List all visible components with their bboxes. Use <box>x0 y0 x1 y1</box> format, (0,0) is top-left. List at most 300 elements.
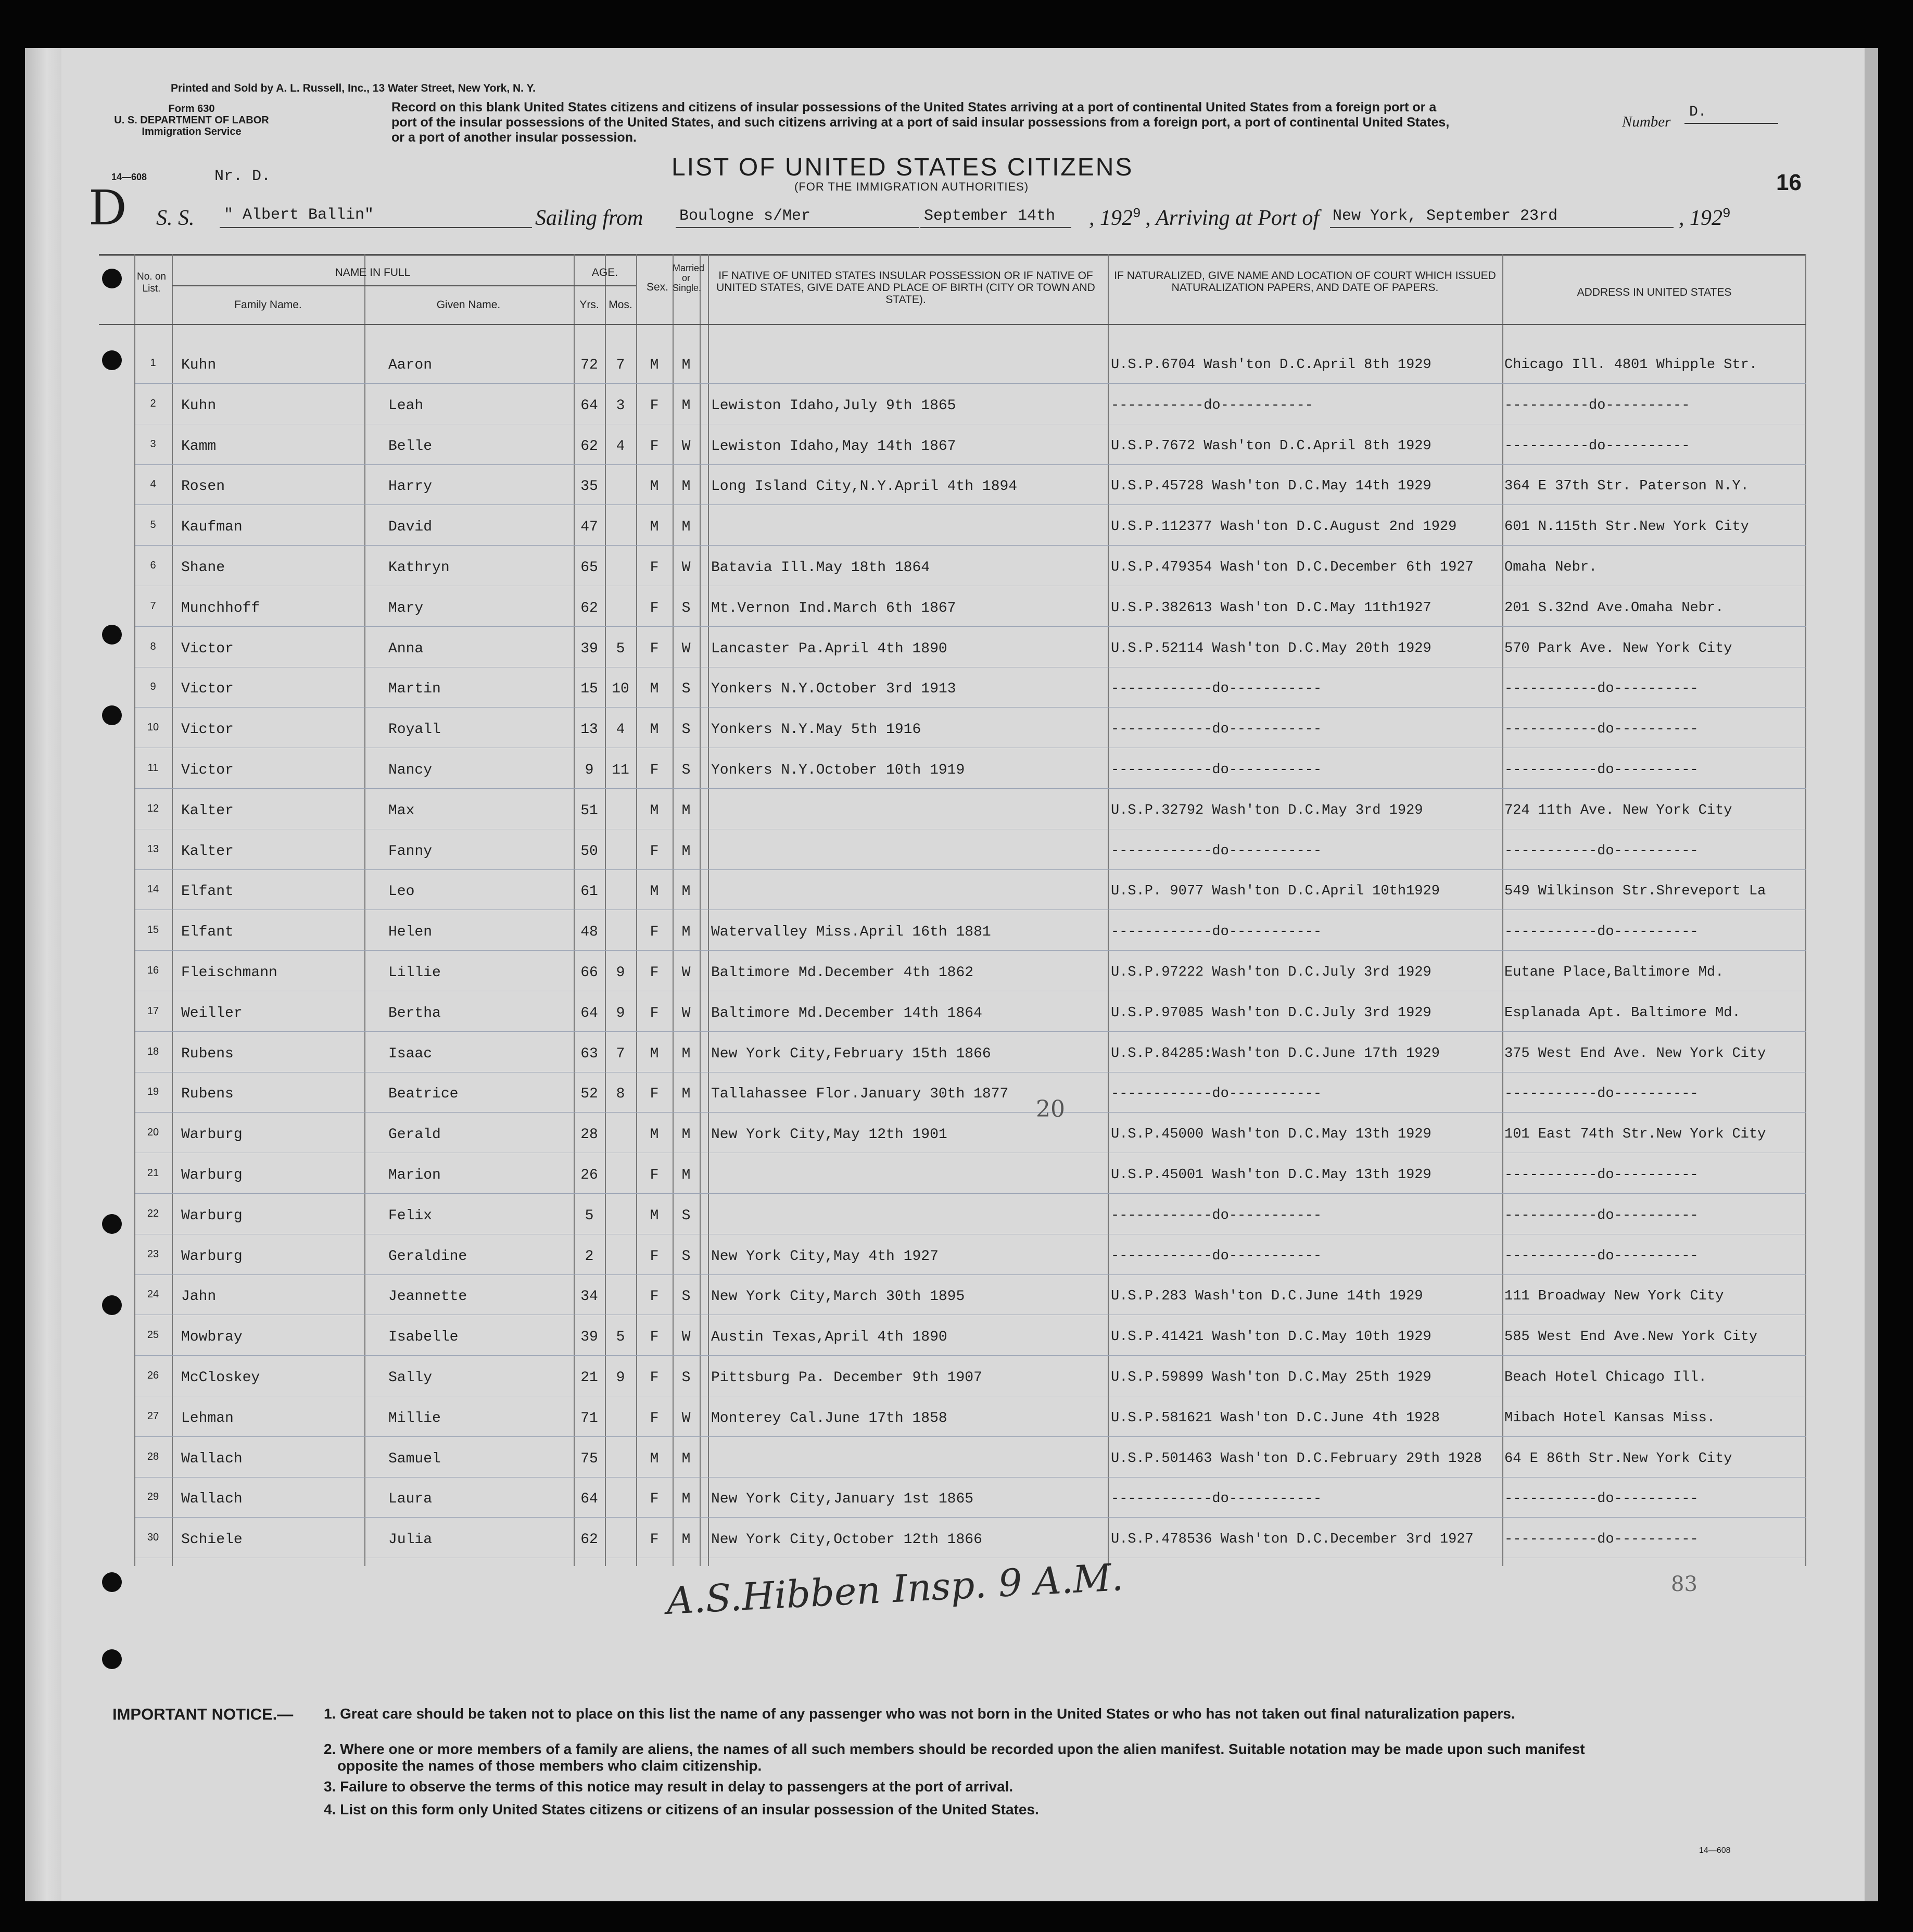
cell-no: 26 <box>147 1370 159 1381</box>
cell-addr: 375 West End Ave. New York City <box>1504 1045 1766 1062</box>
cell-yrs: 64 <box>580 1005 598 1021</box>
cell-birth: Monterey Cal.June 17th 1858 <box>711 1410 947 1426</box>
cell-addr: -----------do---------- <box>1504 1086 1699 1102</box>
cell-ms: M <box>681 519 691 536</box>
cell-ms: S <box>681 1289 691 1305</box>
cell-given: Leo <box>388 883 415 900</box>
cell-given: Mary <box>388 600 424 616</box>
cell-addr: Beach Hotel Chicago Ill. <box>1504 1370 1707 1385</box>
cell-yrs: 64 <box>580 397 598 414</box>
col-birth: IF NATIVE OF UNITED STATES INSULAR POSSESSION OR IF NATIVE OF UNITED STATES, GIVE DATE AND PLACE OF BIRTH (CITY OR TOWN AND STATE). <box>716 270 1095 306</box>
cell-family: Shane <box>181 560 225 576</box>
col-given-name: Given Name. <box>436 299 501 311</box>
cell-given: Fanny <box>388 843 433 860</box>
cell-no: 28 <box>147 1450 159 1462</box>
cell-no: 3 <box>150 438 156 450</box>
cell-addr: -----------do---------- <box>1504 924 1699 940</box>
cell-ms: M <box>681 1532 691 1548</box>
cell-addr: 64 E 86th Str.New York City <box>1504 1450 1732 1467</box>
cell-nat: U.S.P.45000 Wash'ton D.C.May 13th 1929 <box>1111 1127 1431 1143</box>
record-text-line: port of the insular possessions of the United States, and such citizens arriving at a port of said insular possessions from a foreign port, a port of continental United States, <box>391 115 1450 130</box>
cell-yrs: 2 <box>585 1248 594 1265</box>
cell-addr: 549 Wilkinson Str.Shreveport La <box>1504 883 1766 900</box>
cell-no: 15 <box>147 924 159 936</box>
col-yrs: Yrs. <box>579 299 599 311</box>
cell-family: Warburg <box>181 1127 243 1143</box>
cell-nat: ------------do----------- <box>1111 681 1322 697</box>
record-text-line: or a port of another insular possession. <box>391 130 637 145</box>
cell-no: 5 <box>150 519 156 531</box>
form-number: Form 630 <box>168 103 215 115</box>
cell-nat: ------------do----------- <box>1111 1491 1322 1507</box>
cell-no: 25 <box>147 1329 159 1341</box>
name-header-rule <box>172 285 574 286</box>
col-address: ADDRESS IN UNITED STATES <box>1577 286 1732 298</box>
record-text-line: Record on this blank United States citizens and citizens of insular possessions of the United States arriving at a port of continental United States from a foreign port or a <box>391 100 1437 115</box>
cell-ms: S <box>681 1207 691 1224</box>
cell-no: 22 <box>147 1207 159 1219</box>
year-digit: 9 <box>1722 206 1731 221</box>
cell-addr: -----------do---------- <box>1504 722 1699 738</box>
row-rule <box>135 788 1806 789</box>
cell-sex: M <box>650 802 659 819</box>
ship-underline <box>220 227 532 228</box>
cell-birth: Baltimore Md.December 4th 1862 <box>711 965 974 981</box>
ss-label: S. S. <box>156 206 195 230</box>
cell-mos: 9 <box>616 965 625 981</box>
year-prefix: , 192 <box>1089 206 1133 230</box>
cell-birth: Austin Texas,April 4th 1890 <box>711 1329 947 1346</box>
cell-sex: M <box>650 1127 659 1143</box>
cell-nat: U.S.P.7672 Wash'ton D.C.April 8th 1929 <box>1111 438 1431 454</box>
cell-given: Beatrice <box>388 1086 459 1103</box>
row-rule <box>135 950 1806 951</box>
cell-addr: Omaha Nebr. <box>1504 560 1598 575</box>
cell-birth: Long Island City,N.Y.April 4th 1894 <box>711 478 1018 495</box>
sailing-label: Sailing from <box>535 206 643 230</box>
cell-given: Jeannette <box>388 1289 467 1305</box>
age-header-rule <box>574 285 636 286</box>
col-sex: Sex. <box>646 281 669 293</box>
cell-no: 14 <box>147 883 159 895</box>
cell-nat: U.S.P.97222 Wash'ton D.C.July 3rd 1929 <box>1111 965 1431 980</box>
cell-mos: 7 <box>616 357 625 373</box>
cell-no: 17 <box>147 1005 159 1017</box>
cell-birth: Pittsburg Pa. December 9th 1907 <box>711 1370 982 1386</box>
cell-no: 1 <box>150 357 156 369</box>
service: Immigration Service <box>142 126 242 137</box>
cell-sex: M <box>650 478 659 495</box>
notice-title: IMPORTANT NOTICE.— <box>112 1705 294 1723</box>
handwritten-d: D <box>88 180 127 236</box>
cell-yrs: 15 <box>580 681 598 698</box>
col-family-name: Family Name. <box>234 299 302 311</box>
cell-nat: -----------do----------- <box>1111 397 1313 413</box>
cell-sex: F <box>650 965 659 981</box>
record-instructions <box>391 100 1557 145</box>
cell-sex: M <box>650 519 659 536</box>
cell-addr: -----------do---------- <box>1504 1248 1699 1264</box>
cell-given: Sally <box>388 1370 433 1386</box>
cell-ms: W <box>681 1005 691 1021</box>
cell-no: 29 <box>147 1491 159 1503</box>
cell-addr: 585 West End Ave.New York City <box>1504 1329 1758 1345</box>
punch-hole <box>102 1649 122 1669</box>
cell-family: Wallach <box>181 1491 243 1508</box>
cell-sex: M <box>650 1045 659 1062</box>
cell-family: Fleischmann <box>181 965 277 981</box>
cell-birth: Yonkers N.Y.October 3rd 1913 <box>711 681 956 698</box>
cell-family: Kuhn <box>181 357 217 373</box>
cell-yrs: 52 <box>580 1086 598 1103</box>
cell-family: Elfant <box>181 883 234 900</box>
cell-given: Isabelle <box>388 1329 459 1346</box>
cell-sex: F <box>650 1329 659 1346</box>
row-rule <box>135 1517 1806 1518</box>
cell-yrs: 39 <box>580 1329 598 1346</box>
cell-ms: M <box>681 1086 691 1103</box>
cell-sex: F <box>650 1167 659 1183</box>
cell-yrs: 71 <box>580 1410 598 1426</box>
cell-no: 10 <box>147 722 159 734</box>
cell-ms: M <box>681 478 691 495</box>
cell-sex: F <box>650 560 659 576</box>
cell-nat: ------------do----------- <box>1111 762 1322 778</box>
cell-birth: New York City,January 1st 1865 <box>711 1491 974 1508</box>
cell-sex: F <box>650 1289 659 1305</box>
cell-sex: F <box>650 640 659 657</box>
cell-no: 16 <box>147 965 159 976</box>
cell-no: 2 <box>150 397 156 409</box>
cell-ms: S <box>681 681 691 698</box>
cell-family: Victor <box>181 762 234 778</box>
cell-sex: F <box>650 924 659 941</box>
cell-sex: F <box>650 438 659 454</box>
form-code: 14—608 <box>1699 1846 1731 1855</box>
row-rule <box>135 1436 1806 1437</box>
cell-given: Martin <box>388 681 441 698</box>
cell-ms: M <box>681 1491 691 1508</box>
cell-given: Aaron <box>388 357 433 373</box>
cell-addr: 111 Broadway New York City <box>1504 1289 1724 1305</box>
cell-nat: ------------do----------- <box>1111 1248 1322 1264</box>
page-subtitle: (FOR THE IMMIGRATION AUTHORITIES) <box>794 180 1029 193</box>
cell-ms: S <box>681 722 691 738</box>
cell-family: Kalter <box>181 843 234 860</box>
arrival-underline <box>1330 227 1674 228</box>
col-no: No. on List. <box>137 271 166 294</box>
cell-mos: 3 <box>616 397 625 414</box>
col-age: AGE. <box>591 267 618 279</box>
notice-item-1: 1. Great care should be taken not to place on this list the name of any passenger who was not born in the United States or who has not taken out final naturalization papers. <box>324 1706 1515 1722</box>
cell-sex: F <box>650 1370 659 1386</box>
ref-code: 14—608 <box>111 172 147 182</box>
cell-yrs: 26 <box>580 1167 598 1183</box>
cell-given: Max <box>388 802 415 819</box>
cell-birth: Baltimore Md.December 14th 1864 <box>711 1005 982 1021</box>
cell-birth: Mt.Vernon Ind.March 6th 1867 <box>711 600 956 616</box>
cell-family: Wallach <box>181 1450 243 1467</box>
cell-ms: W <box>681 640 691 657</box>
col-married: Married or Single. <box>673 263 705 293</box>
row-rule <box>135 464 1806 465</box>
cell-nat: U.S.P.97085 Wash'ton D.C.July 3rd 1929 <box>1111 1005 1431 1021</box>
cell-birth: New York City,May 12th 1901 <box>711 1127 947 1143</box>
cell-ms: S <box>681 762 691 778</box>
cell-birth: New York City,May 4th 1927 <box>711 1248 939 1265</box>
cell-family: Rubens <box>181 1086 234 1103</box>
cell-no: 21 <box>147 1167 159 1179</box>
cell-yrs: 66 <box>580 965 598 981</box>
cell-given: Lillie <box>388 965 441 981</box>
row-rule <box>135 626 1806 627</box>
cell-sex: F <box>650 600 659 616</box>
cell-yrs: 28 <box>580 1127 598 1143</box>
cell-given: Geraldine <box>388 1248 467 1265</box>
cell-no: 7 <box>150 600 156 612</box>
cell-birth: Watervalley Miss.April 16th 1881 <box>711 924 991 941</box>
cell-no: 11 <box>147 762 159 774</box>
cell-addr: -----------do---------- <box>1504 762 1699 778</box>
row-rule <box>135 869 1806 870</box>
cell-given: Julia <box>388 1532 433 1548</box>
cell-sex: M <box>650 1450 659 1467</box>
cell-addr: -----------do---------- <box>1504 1167 1699 1183</box>
cell-family: Victor <box>181 722 234 738</box>
cell-nat: ------------do----------- <box>1111 924 1322 940</box>
margin-note: 83 <box>1671 1572 1697 1596</box>
cell-given: Nancy <box>388 762 433 778</box>
cell-yrs: 65 <box>580 560 598 576</box>
cell-sex: F <box>650 843 659 860</box>
cell-family: Warburg <box>181 1207 243 1224</box>
row-rule <box>135 545 1806 546</box>
cell-yrs: 64 <box>580 1491 598 1508</box>
cell-family: Rosen <box>181 478 225 495</box>
cell-given: Helen <box>388 924 433 941</box>
cell-given: Laura <box>388 1491 433 1508</box>
cell-addr: 201 S.32nd Ave.Omaha Nebr. <box>1504 600 1724 616</box>
cell-mos: 10 <box>612 681 629 698</box>
cell-mos: 9 <box>616 1370 625 1386</box>
cell-yrs: 62 <box>580 438 598 454</box>
cell-ms: M <box>681 1127 691 1143</box>
inspector-signature: A.S.Hibben Insp. 9 A.M. <box>665 1555 1124 1623</box>
cell-addr: -----------do---------- <box>1504 681 1699 697</box>
row-rule <box>135 1193 1806 1194</box>
cell-ms: W <box>681 965 691 981</box>
cell-no: 23 <box>147 1248 159 1260</box>
cell-no: 20 <box>147 1127 159 1139</box>
cell-ms: S <box>681 1370 691 1386</box>
cell-yrs: 50 <box>580 843 598 860</box>
cell-nat: U.S.P.581621 Wash'ton D.C.June 4th 1928 <box>1111 1410 1440 1426</box>
cell-birth: New York City,February 15th 1866 <box>711 1045 991 1062</box>
cell-nat: U.S.P. 9077 Wash'ton D.C.April 10th1929 <box>1111 883 1440 900</box>
cell-yrs: 47 <box>580 519 598 536</box>
cell-given: Isaac <box>388 1045 433 1062</box>
cell-sex: F <box>650 1086 659 1103</box>
cell-family: Weiller <box>181 1005 243 1021</box>
cell-addr: 364 E 37th Str. Paterson N.Y. <box>1504 478 1749 495</box>
cell-given: Belle <box>388 438 433 454</box>
cell-yrs: 61 <box>580 883 598 900</box>
cell-nat: U.S.P.112377 Wash'ton D.C.August 2nd 1929 <box>1111 519 1457 535</box>
header-bottom-rule <box>99 324 1806 325</box>
cell-ms: M <box>681 883 691 900</box>
notice-item-2: 2. Where one or more members of a family are aliens, the names of all such members should be recorded upon the alien manifest. Suitable notation may be made upon such manifest <box>324 1741 1585 1757</box>
cell-nat: ------------do----------- <box>1111 1086 1322 1102</box>
arriving-label: , Arriving at Port of <box>1145 206 1320 230</box>
cell-ms: S <box>681 600 691 616</box>
cell-given: Harry <box>388 478 433 495</box>
cell-family: Warburg <box>181 1167 243 1183</box>
cell-ms: M <box>681 924 691 941</box>
cell-nat: ------------do----------- <box>1111 1207 1322 1223</box>
cell-given: Anna <box>388 640 424 657</box>
cell-family: Lehman <box>181 1410 234 1426</box>
cell-birth: Yonkers N.Y.October 10th 1919 <box>711 762 965 778</box>
arrival-port-date: New York, September 23rd <box>1333 207 1558 225</box>
cell-sex: F <box>650 1491 659 1508</box>
cell-ms: W <box>681 1410 691 1426</box>
cell-addr: 601 N.115th Str.New York City <box>1504 519 1749 535</box>
nr-label: Nr. D. <box>214 168 271 185</box>
cell-family: Kamm <box>181 438 217 454</box>
cell-family: Kalter <box>181 802 234 819</box>
cell-addr: -----------do---------- <box>1504 1491 1699 1507</box>
cell-no: 9 <box>150 681 156 693</box>
row-note: 20 <box>1036 1096 1065 1122</box>
cell-given: Leah <box>388 397 424 414</box>
cell-ms: W <box>681 438 691 454</box>
cell-ms: M <box>681 1045 691 1062</box>
cell-ms: W <box>681 1329 691 1346</box>
cell-given: Marion <box>388 1167 441 1183</box>
col-mos: Mos. <box>609 299 632 311</box>
cell-ms: M <box>681 397 691 414</box>
number-value: D. <box>1689 104 1707 120</box>
cell-yrs: 5 <box>585 1207 594 1224</box>
cell-no: 30 <box>147 1532 159 1544</box>
cell-sex: M <box>650 883 659 900</box>
cell-no: 4 <box>150 478 156 490</box>
number-underline <box>1684 123 1778 124</box>
cell-addr: Mibach Hotel Kansas Miss. <box>1504 1410 1716 1426</box>
cell-yrs: 48 <box>580 924 598 941</box>
cell-birth: Lewiston Idaho,July 9th 1865 <box>711 397 956 414</box>
cell-given: Gerald <box>388 1127 441 1143</box>
notice-item-2-cont: opposite the names of those members who claim citizenship. <box>337 1758 762 1774</box>
cell-nat: U.S.P.382613 Wash'ton D.C.May 11th1927 <box>1111 600 1431 616</box>
cell-ms: M <box>681 802 691 819</box>
cell-yrs: 62 <box>580 600 598 616</box>
cell-sex: M <box>650 1207 659 1224</box>
cell-no: 24 <box>147 1289 159 1300</box>
row-rule <box>135 383 1806 384</box>
form-block <box>87 103 296 137</box>
cell-family: McCloskey <box>181 1370 260 1386</box>
cell-addr: ----------do---------- <box>1504 397 1690 413</box>
sailing-year <box>1089 206 1141 231</box>
cell-yrs: 62 <box>580 1532 598 1548</box>
cell-given: David <box>388 519 433 536</box>
cell-sex: F <box>650 1532 659 1548</box>
cell-no: 12 <box>147 802 159 814</box>
cell-sex: M <box>650 681 659 698</box>
cell-ms: M <box>681 843 691 860</box>
cell-nat: U.S.P.283 Wash'ton D.C.June 14th 1929 <box>1111 1289 1423 1305</box>
cell-birth: New York City,March 30th 1895 <box>711 1289 965 1305</box>
cell-yrs: 39 <box>580 640 598 657</box>
cell-given: Royall <box>388 722 441 738</box>
cell-family: Rubens <box>181 1045 234 1062</box>
cell-birth: Tallahassee Flor.January 30th 1877 <box>711 1086 1009 1103</box>
cell-yrs: 75 <box>580 1450 598 1467</box>
cell-sex: M <box>650 722 659 738</box>
cell-family: Schiele <box>181 1532 243 1548</box>
cell-sex: F <box>650 1248 659 1265</box>
cell-birth: Yonkers N.Y.May 5th 1916 <box>711 722 921 738</box>
cell-yrs: 72 <box>580 357 598 373</box>
cell-birth: Batavia Ill.May 18th 1864 <box>711 560 930 576</box>
cell-mos: 4 <box>616 438 625 454</box>
cell-sex: F <box>650 1410 659 1426</box>
ship-name: " Albert Ballin" <box>224 206 374 224</box>
printer-credit: Printed and Sold by A. L. Russell, Inc., 13 Water Street, New York, N. Y. <box>171 82 536 94</box>
cell-sex: F <box>650 1005 659 1021</box>
row-rule <box>135 1274 1806 1275</box>
cell-family: Kuhn <box>181 397 217 414</box>
cell-mos: 8 <box>616 1086 625 1103</box>
sailing-underline <box>676 227 919 228</box>
punch-hole <box>102 1572 122 1592</box>
cell-addr: Eutane Place,Baltimore Md. <box>1504 965 1724 980</box>
cell-nat: ------------do----------- <box>1111 722 1322 738</box>
cell-nat: U.S.P.478536 Wash'ton D.C.December 3rd 1927 <box>1111 1532 1474 1548</box>
cell-family: Elfant <box>181 924 234 941</box>
year-digit: 9 <box>1133 206 1141 221</box>
notice-item-4: 4. List on this form only United States citizens or citizens of an insular possession of the United States. <box>324 1801 1039 1817</box>
cell-mos: 7 <box>616 1045 625 1062</box>
cell-yrs: 21 <box>580 1370 598 1386</box>
year-prefix: , 192 <box>1679 206 1722 230</box>
binding-edge <box>25 48 61 1901</box>
cell-no: 27 <box>147 1410 159 1422</box>
cell-mos: 9 <box>616 1005 625 1021</box>
cell-family: Victor <box>181 640 234 657</box>
row-rule <box>135 1477 1806 1478</box>
sailing-date: September 14th <box>924 207 1056 225</box>
page-number: 16 <box>1776 170 1802 195</box>
row-rule <box>135 1355 1806 1356</box>
cell-nat: U.S.P.6704 Wash'ton D.C.April 8th 1929 <box>1111 357 1431 373</box>
cell-yrs: 51 <box>580 802 598 819</box>
cell-nat: ------------do----------- <box>1111 843 1322 859</box>
arrival-year <box>1679 206 1731 231</box>
cell-nat: U.S.P.479354 Wash'ton D.C.December 6th 1927 <box>1111 560 1474 575</box>
cell-mos: 5 <box>616 640 625 657</box>
cell-addr: Chicago Ill. 4801 Whipple Str. <box>1504 357 1758 373</box>
cell-yrs: 35 <box>580 478 598 495</box>
cell-nat: U.S.P.501463 Wash'ton D.C.February 29th 1928 <box>1111 1450 1482 1467</box>
row-rule <box>135 707 1806 708</box>
cell-yrs: 9 <box>585 762 594 778</box>
cell-addr: ----------do---------- <box>1504 438 1690 454</box>
cell-addr: 101 East 74th Str.New York City <box>1504 1127 1766 1143</box>
cell-addr: -----------do---------- <box>1504 843 1699 859</box>
cell-family: Mowbray <box>181 1329 243 1346</box>
